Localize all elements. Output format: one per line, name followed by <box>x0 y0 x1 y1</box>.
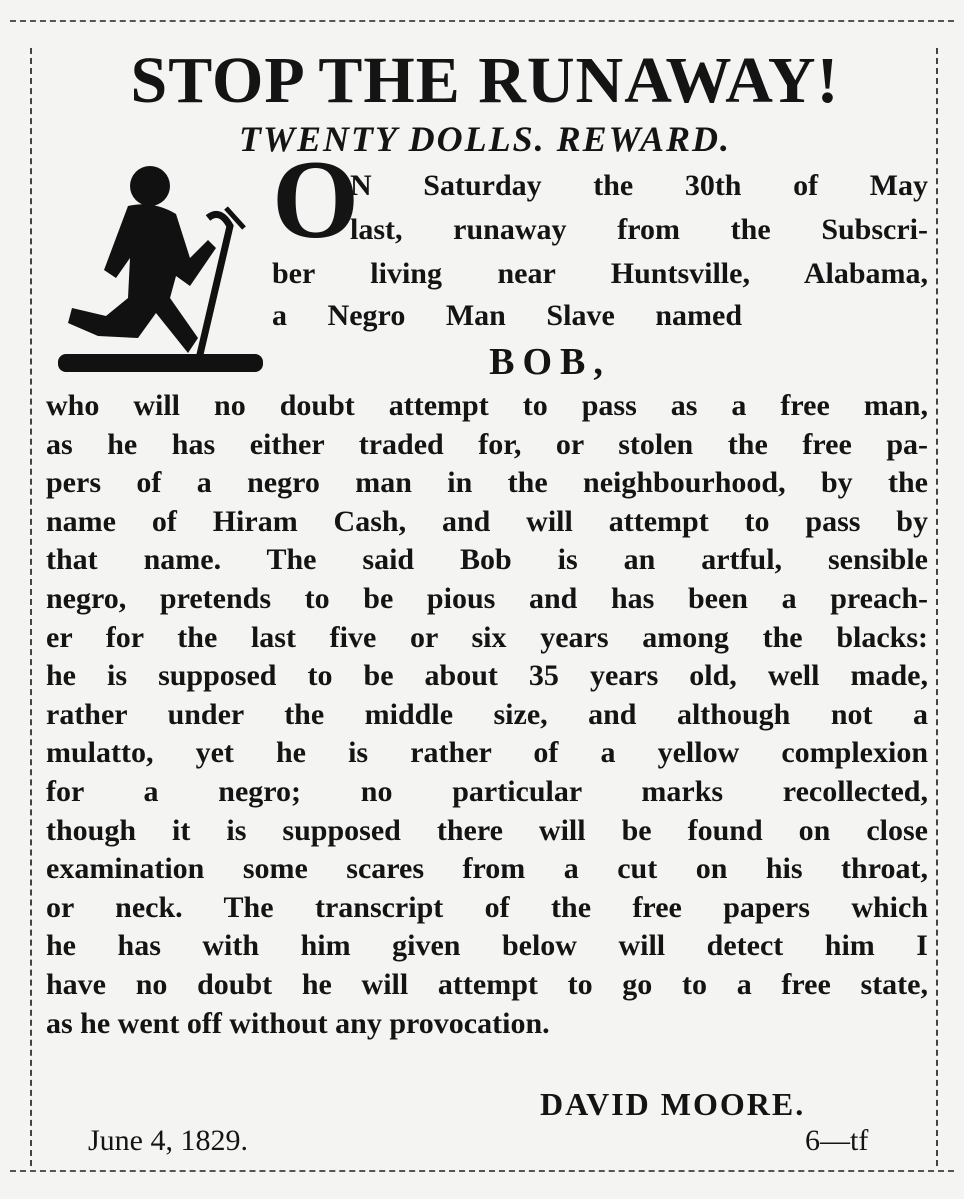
reward-subheadline: TWENTY DOLLS. REWARD. <box>238 119 732 159</box>
body-line: who will no doubt attempt to pass as a free man, <box>46 389 928 422</box>
bottom-rule <box>10 1170 954 1172</box>
date: June 4, 1829. <box>88 1124 248 1157</box>
body-line: have no doubt he will attempt to go to a free state, <box>46 968 928 1001</box>
body-line: for a negro; no particular marks recollected, <box>46 775 928 808</box>
body-line: he has with him given below will detect him I <box>46 929 928 963</box>
opening-line: ber living near Huntsville, Alabama, <box>272 257 928 290</box>
body-line: examination some scares from a cut on his throat, <box>46 852 928 886</box>
body-line: rather under the middle size, and although not a <box>46 697 928 731</box>
body-line: or neck. The transcript of the free papers which <box>46 890 928 924</box>
signature: DAVID MOORE. <box>540 1086 806 1122</box>
headline: STOP THE RUNAWAY! <box>130 44 840 117</box>
opening-line: N Saturday the 30th of May <box>350 169 928 202</box>
body-line: he is supposed to be about 35 years old, well made, <box>46 659 928 693</box>
slave-name: BOB, <box>489 341 611 383</box>
top-rule <box>10 20 954 22</box>
drop-cap: O <box>272 138 360 262</box>
body-line: name of Hiram Cash, and will attempt to pass by <box>46 504 928 538</box>
body-line: as he has either traded for, or stolen the free pa- <box>46 427 928 461</box>
insertion-code: 6—tf <box>805 1124 869 1157</box>
opening-line: last, runaway from the Subscri- <box>350 213 928 246</box>
body-line: negro, pretends to be pious and has been a preach- <box>46 582 928 615</box>
body-line: though it is supposed there will be found on close <box>46 813 928 847</box>
body-line: that name. The said Bob is an artful, sensible <box>46 543 928 577</box>
opening-line: a Negro Man Slave named <box>272 299 742 332</box>
body-line: er for the last five or six years among the blacks: <box>46 620 928 654</box>
body-line: as he went off without any provocation. <box>46 1006 550 1040</box>
body-line: mulatto, yet he is rather of a yellow complexion <box>46 736 928 770</box>
body-line: pers of a negro man in the neighbourhood, by the <box>46 466 928 500</box>
